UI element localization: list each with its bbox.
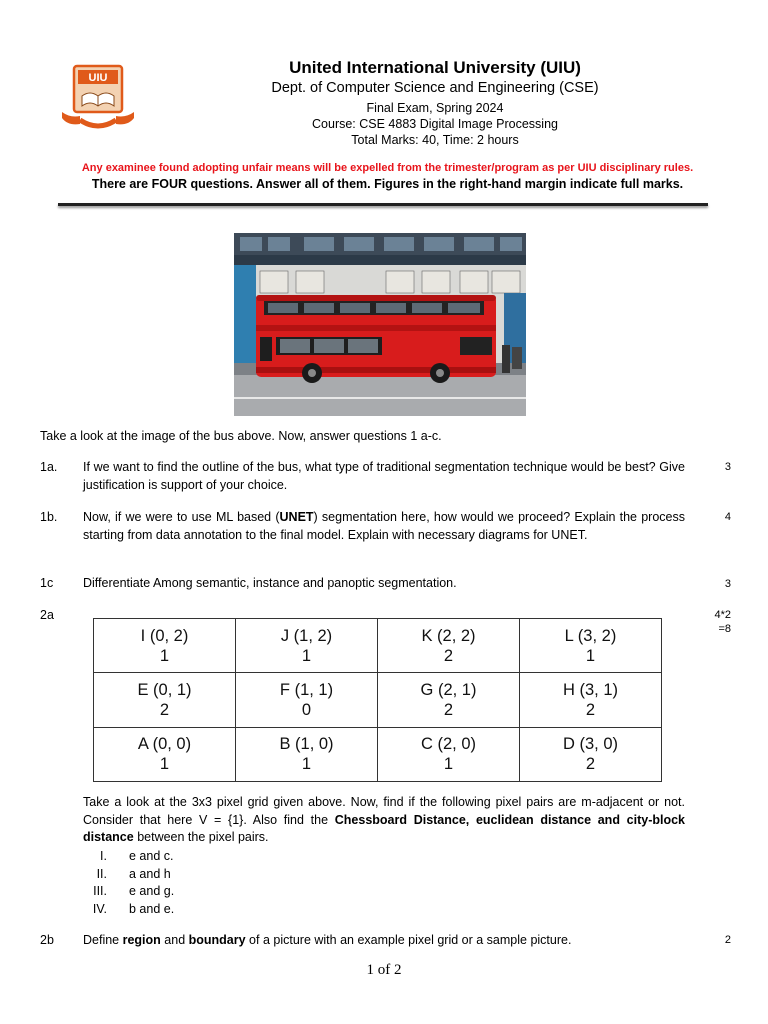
q1a-marks: 3	[724, 461, 731, 473]
list-item: I. e and c.	[100, 849, 174, 863]
q1b-number: 1b.	[40, 510, 58, 524]
marks-time: Total Marks: 40, Time: 2 hours	[351, 133, 519, 147]
q2a-number: 2a	[40, 608, 54, 622]
list-item: III. e and g.	[93, 884, 175, 899]
q2a-marks: 4*2 =8	[714, 609, 731, 635]
grid-cell: G (2, 1) 2	[378, 673, 520, 727]
q1b-marks: 4	[724, 511, 731, 523]
course-title: Course: CSE 4883 Digital Image Processing	[312, 117, 558, 131]
q2a-pixel-pairs	[83, 848, 174, 919]
q1c-text: Differentiate Among semantic, instance and panoptic segmentation.	[83, 576, 457, 590]
grid-row	[94, 673, 662, 727]
department-title: Dept. of Computer Science and Engineering (CSE)	[271, 80, 599, 96]
grid-cell: D (3, 0) 2	[520, 727, 662, 781]
grid-row	[94, 727, 662, 781]
grid-cell: E (0, 1) 2	[94, 673, 236, 727]
pixel-grid	[93, 618, 662, 782]
q2b-number: 2b	[40, 933, 54, 947]
grid-cell: B (1, 0) 1	[236, 727, 378, 781]
q1c-marks: 3	[724, 578, 731, 590]
grid-row	[94, 619, 662, 673]
uiu-logo	[58, 62, 138, 134]
q2b-text: Define region and boundary of a picture with an example pixel grid or a sample picture.	[83, 933, 572, 947]
unfair-means-warning: Any examinee found adopting unfair means will be expelled from the trimester/program as per UIU disciplinary rules.	[81, 162, 694, 174]
page-number: 1 of 2	[366, 962, 402, 978]
grid-cell: K (2, 2) 2	[378, 619, 520, 673]
grid-cell: C (2, 0) 1	[378, 727, 520, 781]
q1a-number: 1a.	[40, 460, 58, 474]
bus-intro-text: Take a look at the image of the bus above. Now, answer questions 1 a-c.	[40, 429, 442, 443]
q2a-distance-terms: Chessboard Distance, euclidean distance and city-block distance	[83, 812, 686, 844]
logo-text: UIU	[88, 72, 108, 84]
list-item: II. a and h	[96, 866, 171, 881]
q2a-text: Take a look at the 3x3 pixel grid given above. Now, find if the following pixel pairs are m-adjacent or not. Consider that here V = {1}. Also find the Chessboard Distance, euclidean distance and city-block distance between the pixel pairs.	[83, 795, 686, 844]
grid-cell: J (1, 2) 1	[236, 619, 378, 673]
grid-cell: F (1, 1) 0	[236, 673, 378, 727]
grid-cell: L (3, 2) 1	[520, 619, 662, 673]
exam-info	[180, 100, 690, 148]
q1a-text: If we want to find the outline of the bus, what type of traditional segmentation technique would be best? Give justification is support of your choice.	[83, 460, 685, 492]
university-title: United International University (UIU)	[289, 58, 581, 77]
q2b-marks: 2	[724, 934, 731, 946]
q1b-text: Now, if we were to use ML based (UNET) segmentation here, how would we proceed? Explain the process starting from data annotation to the final model. Explain with necessary diagrams for UNET.	[83, 510, 685, 542]
grid-cell: A (0, 0) 1	[94, 727, 236, 781]
grid-cell: I (0, 2) 1	[94, 619, 236, 673]
exam-instruction: There are FOUR questions. Answer all of them. Figures in the right-hand margin indicate full marks.	[91, 177, 684, 191]
bus-photo	[234, 233, 526, 416]
list-item: IV. b and e.	[92, 902, 175, 917]
q1c-number: 1c	[40, 576, 54, 590]
exam-title: Final Exam, Spring 2024	[366, 101, 504, 115]
grid-cell: H (3, 1) 2	[520, 673, 662, 727]
header-divider	[58, 203, 708, 206]
q1b-unet-term: UNET	[279, 510, 314, 524]
